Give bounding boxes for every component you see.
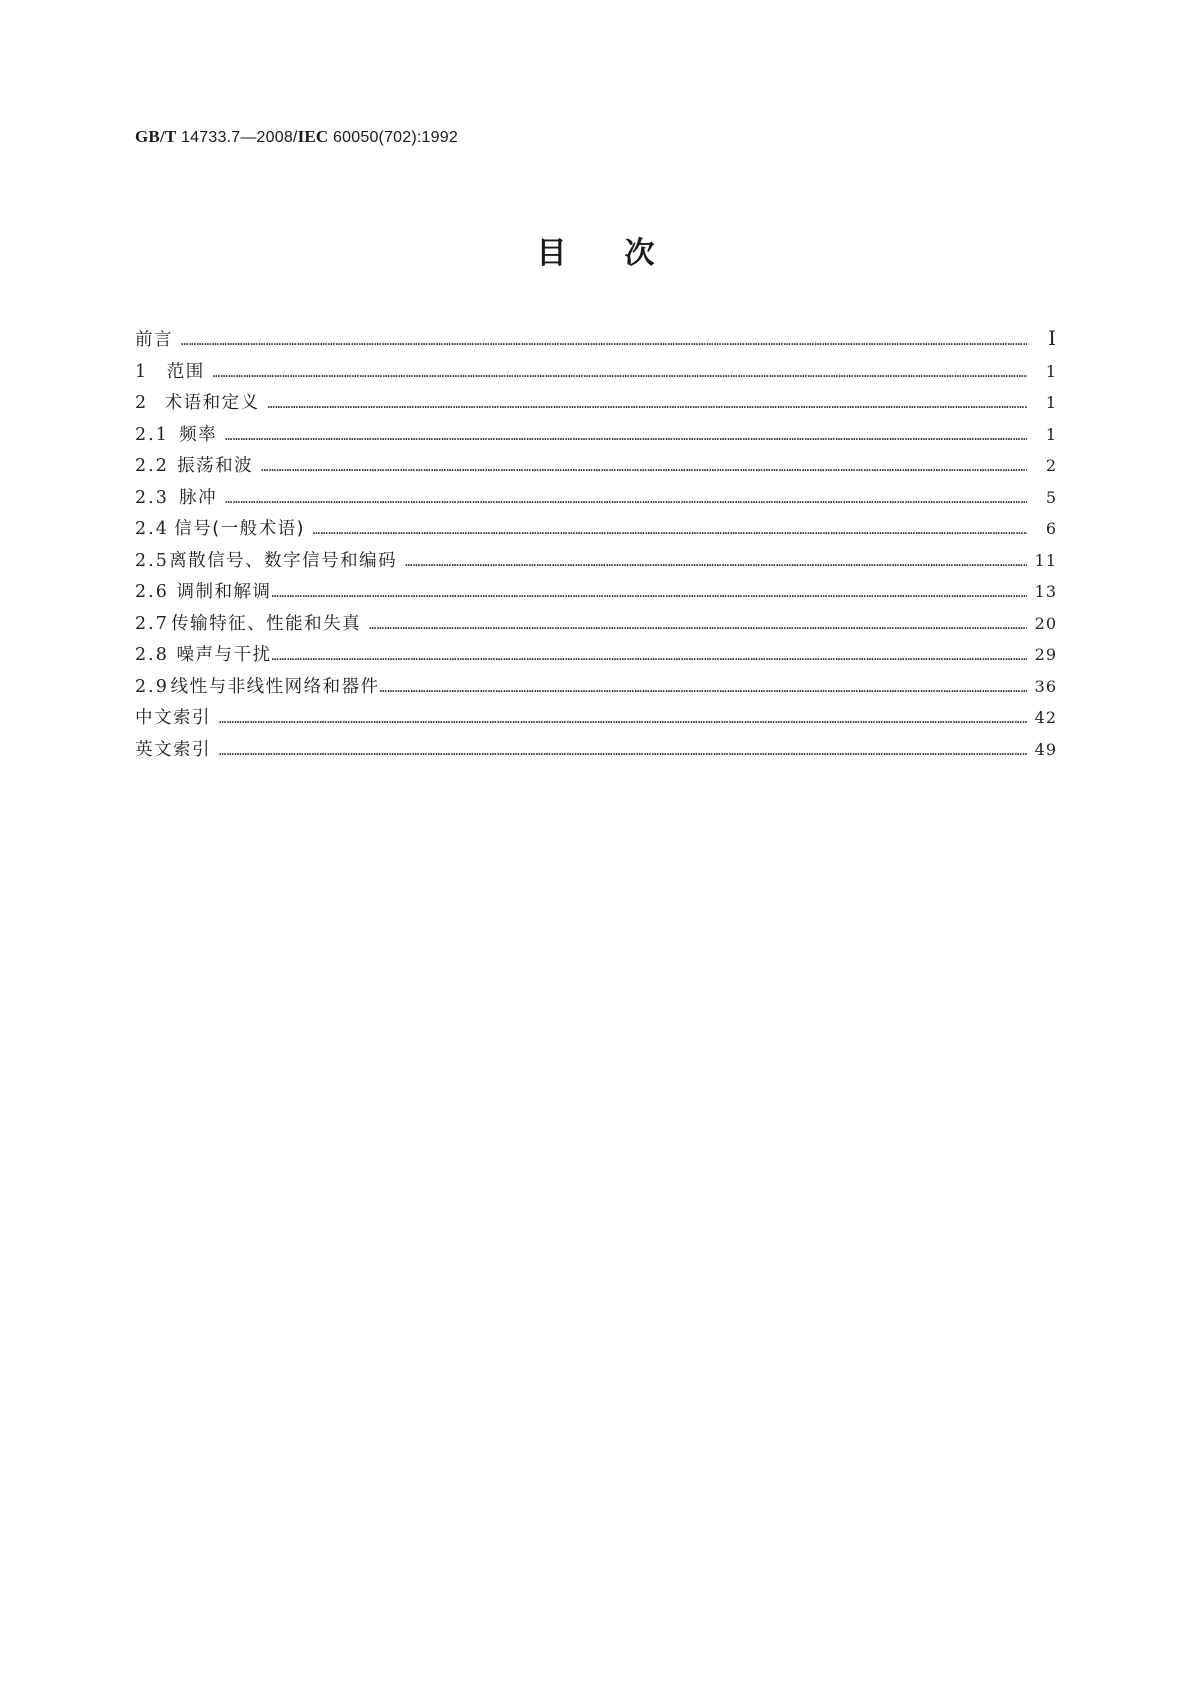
toc-entry-label: 术语和定义 (164, 393, 260, 413)
toc-entry-page: 36 (1034, 676, 1057, 696)
toc-dot-leader (261, 460, 1027, 474)
toc-entry[interactable] (135, 673, 1057, 705)
toc-entry-page: Ⅰ (1048, 326, 1057, 350)
toc-entry-page: 2 (1045, 456, 1057, 475)
toc-entry[interactable] (135, 358, 1057, 390)
toc-entry[interactable] (135, 641, 1057, 673)
toc-entry-number: 2.1 (135, 424, 169, 445)
toc-entry-page: 1 (1045, 393, 1057, 412)
toc-dot-leader (225, 492, 1027, 506)
toc-dot-leader (272, 649, 1027, 663)
toc-entry-page: 13 (1034, 582, 1057, 601)
standard-number: 14733.7—2008/ (176, 129, 298, 146)
toc-dot-leader (268, 397, 1027, 411)
toc-dot-leader (369, 618, 1027, 632)
toc-entry-label: 前言 (135, 330, 173, 350)
toc-entry[interactable] (135, 421, 1057, 453)
toc-entry-page: 6 (1045, 519, 1057, 538)
toc-entry[interactable] (135, 610, 1057, 642)
toc-entry-label: 线性与非线性网络和器件 (170, 676, 380, 697)
toc-entry-page: 42 (1034, 708, 1057, 727)
toc-dot-leader (181, 334, 1027, 348)
toc-entry-number: 2.5 (135, 550, 169, 571)
toc-dot-leader (219, 712, 1027, 726)
toc-entry-page: 1 (1045, 424, 1057, 444)
toc-entry[interactable] (135, 484, 1057, 516)
toc-dot-leader (405, 555, 1027, 569)
table-of-contents (135, 326, 1057, 767)
toc-entry-label: 中文索引 (135, 708, 211, 728)
toc-entry[interactable] (135, 578, 1057, 610)
iec-number: 60050(702):1992 (328, 129, 458, 146)
toc-entry[interactable] (135, 389, 1057, 421)
toc-entry-page: 11 (1034, 550, 1057, 570)
iec-prefix: IEC (297, 127, 329, 146)
toc-entry-label: 范围 (166, 361, 205, 382)
toc-entry-label: 脉冲 (179, 487, 218, 508)
toc-entry-page: 29 (1034, 645, 1057, 664)
toc-entry-label: 英文索引 (135, 739, 211, 760)
toc-dot-leader (225, 429, 1027, 443)
toc-dot-leader (272, 586, 1027, 600)
toc-entry-label: 离散信号、数字信号和编码 (169, 550, 398, 571)
toc-dot-leader (313, 523, 1027, 537)
toc-entry[interactable] (135, 547, 1057, 579)
toc-entry-number: 2 (135, 393, 149, 413)
toc-entry-number: 2.8 (135, 645, 169, 665)
toc-entry-number: 2.3 (135, 487, 169, 508)
toc-entry-label: 振荡和波 (177, 456, 254, 476)
toc-entry-page: 5 (1045, 487, 1057, 507)
toc-entry-page: 20 (1034, 613, 1057, 633)
toc-entry-label: 噪声与干扰 (176, 645, 272, 665)
toc-entry-label: 频率 (179, 424, 218, 445)
toc-entry-label: 信号(一般术语) (174, 519, 305, 539)
toc-entry-number: 2.9 (135, 676, 169, 697)
toc-entry-number: 2.6 (135, 582, 169, 602)
toc-entry-label: 调制和解调 (176, 582, 272, 602)
toc-entry-number: 1 (135, 361, 149, 382)
toc-entry[interactable] (135, 452, 1057, 484)
toc-entry-number: 2.7 (135, 613, 169, 634)
toc-dot-leader (380, 681, 1027, 695)
toc-entry[interactable] (135, 326, 1057, 358)
toc-entry-page: 49 (1034, 739, 1057, 759)
toc-entry-number: 2.4 (135, 519, 169, 539)
toc-entry[interactable] (135, 736, 1057, 768)
toc-entry[interactable] (135, 515, 1057, 547)
toc-entry-page: 1 (1045, 361, 1057, 381)
toc-entry-label: 传输特征、性能和失真 (171, 613, 362, 634)
toc-entry[interactable] (135, 704, 1057, 736)
standard-prefix: GB/T (135, 127, 177, 146)
toc-entry-number: 2.2 (135, 456, 169, 476)
toc-dot-leader (219, 744, 1027, 758)
document-code-header (135, 127, 458, 147)
toc-dot-leader (213, 366, 1027, 380)
page-title: 目次 (536, 236, 713, 271)
